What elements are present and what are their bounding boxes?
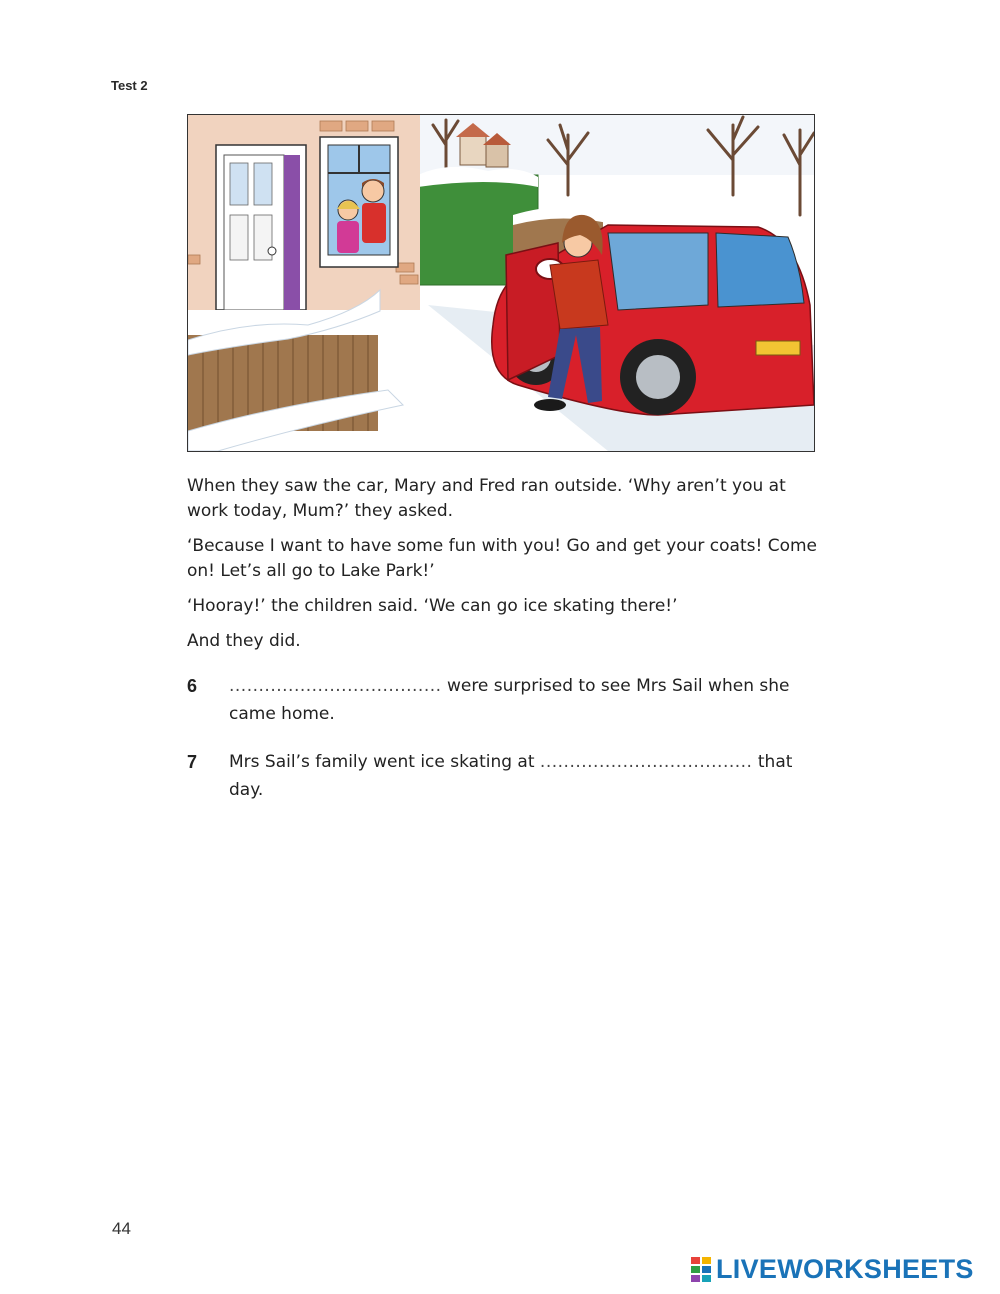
story-paragraph: When they saw the car, Mary and Fred ran outside. ‘Why aren’t you at work today, Mum?’ they asked. <box>187 476 786 521</box>
story-paragraph: ‘Hooray!’ the children said. ‘We can go ice skating there!’ <box>187 596 678 616</box>
snow-scene-image <box>188 115 814 451</box>
question-text <box>229 748 829 804</box>
question-text-after: were surprised to see Mrs Sail when she came home. <box>229 676 790 724</box>
question-number: 6 <box>187 676 198 696</box>
test-label: Test 2 <box>111 78 148 93</box>
brand-name: LIVEWORKSHEETS <box>716 1253 974 1284</box>
story-paragraph: And they did. <box>187 631 301 651</box>
liveworksheets-brand <box>690 1252 974 1286</box>
question-text-before: Mrs Sail’s family went ice skating at <box>229 752 540 772</box>
answer-blank[interactable]: .................................... <box>539 752 753 772</box>
story-text <box>187 474 827 664</box>
question-7 <box>187 748 827 800</box>
page-number: 44 <box>112 1219 131 1238</box>
story-illustration <box>187 114 815 452</box>
question-6 <box>187 672 827 732</box>
question-text-after: that day. <box>229 752 793 800</box>
question-text <box>229 672 829 728</box>
liveworksheets-logo-icon <box>690 1255 712 1283</box>
question-number: 7 <box>187 752 198 772</box>
story-paragraph: ‘Because I want to have some fun with you! Go and get your coats! Come on! Let’s all go to Lake Park!’ <box>187 536 818 581</box>
answer-blank[interactable]: .................................... <box>229 676 442 696</box>
